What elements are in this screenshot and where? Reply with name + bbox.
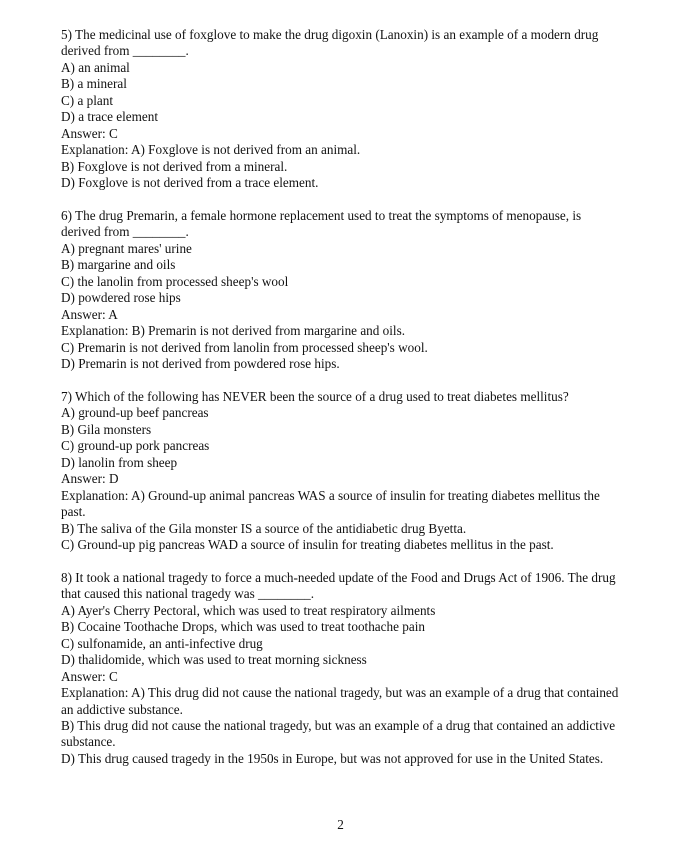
explanation-line: Explanation: A) Ground-up animal pancreas WAS a source of insulin for treating diabetes mellitus the past. (61, 487, 600, 520)
explanation-line: Explanation: A) This drug did not cause the national tragedy, but was an example of a drug that contained an addictive substance. (61, 685, 619, 717)
explanation-line: D) This drug caused tragedy in the 1950s in Europe, but was not approved for use in the United States. (61, 750, 604, 766)
explanation-line: Explanation: A) Foxglove is not derived from an animal. (61, 142, 361, 158)
answer-option: B) a mineral (61, 76, 127, 92)
answer-option: C) a plant (61, 92, 114, 108)
answer-option: D) a trace element (61, 109, 159, 125)
answer-key: Answer: C (61, 125, 118, 141)
answer-option: A) ground-up beef pancreas (61, 405, 209, 421)
answer-key: Answer: A (61, 306, 118, 322)
explanation-line: C) Premarin is not derived from lanolin from processed sheep's wool. (61, 339, 428, 355)
explanation-line: B) The saliva of the Gila monster IS a source of the antidiabetic drug Byetta. (61, 520, 467, 536)
question-stem: 8) It took a national tragedy to force a much-needed update of the Food and Drugs Act of 1906. The drug that caused this national tragedy was ________. (61, 569, 616, 602)
question-stem: 5) The medicinal use of foxglove to make the drug digoxin (Lanoxin) is an example of a modern drug derived from ________. (61, 27, 599, 59)
answer-option: D) thalidomide, which was used to treat morning sickness (61, 652, 367, 668)
answer-option: B) Gila monsters (61, 421, 152, 437)
answer-option: D) lanolin from sheep (61, 454, 178, 470)
question-8 (61, 570, 621, 767)
answer-option: C) ground-up pork pancreas (61, 438, 210, 454)
answer-option: B) Cocaine Toothache Drops, which was used to treat toothache pain (61, 619, 425, 635)
answer-option: A) an animal (61, 59, 130, 75)
explanation-line: C) Ground-up pig pancreas WAD a source of insulin for treating diabetes mellitus in the past. (61, 537, 554, 553)
explanation-line: B) Foxglove is not derived from a mineral. (61, 158, 288, 174)
question-6 (61, 208, 621, 373)
page-number: 2 (337, 817, 344, 832)
question-stem: 6) The drug Premarin, a female hormone replacement used to treat the symptoms of menopause, is derived from ________. (61, 207, 582, 240)
explanation-line: D) Premarin is not derived from powdered rose hips. (61, 356, 340, 372)
explanation-line: B) This drug did not cause the national tragedy, but was an example of a drug that contained an addictive substance. (61, 717, 616, 750)
explanation-line: Explanation: B) Premarin is not derived from margarine and oils. (61, 323, 406, 339)
answer-option: A) Ayer's Cherry Pectoral, which was used to treat respiratory ailments (61, 602, 436, 618)
answer-option: C) the lanolin from processed sheep's wool (61, 273, 289, 289)
answer-option: C) sulfonamide, an anti-infective drug (61, 635, 263, 651)
answer-key: Answer: C (61, 668, 118, 684)
answer-option: A) pregnant mares' urine (61, 240, 192, 256)
explanation-line: D) Foxglove is not derived from a trace element. (61, 175, 319, 191)
answer-key: Answer: D (61, 471, 119, 487)
question-5 (61, 27, 621, 192)
answer-option: D) powdered rose hips (61, 290, 181, 306)
question-7 (61, 389, 621, 554)
question-stem: 7) Which of the following has NEVER been the source of a drug used to treat diabetes mellitus? (61, 388, 569, 404)
document-page (61, 27, 621, 784)
answer-option: B) margarine and oils (61, 257, 176, 273)
